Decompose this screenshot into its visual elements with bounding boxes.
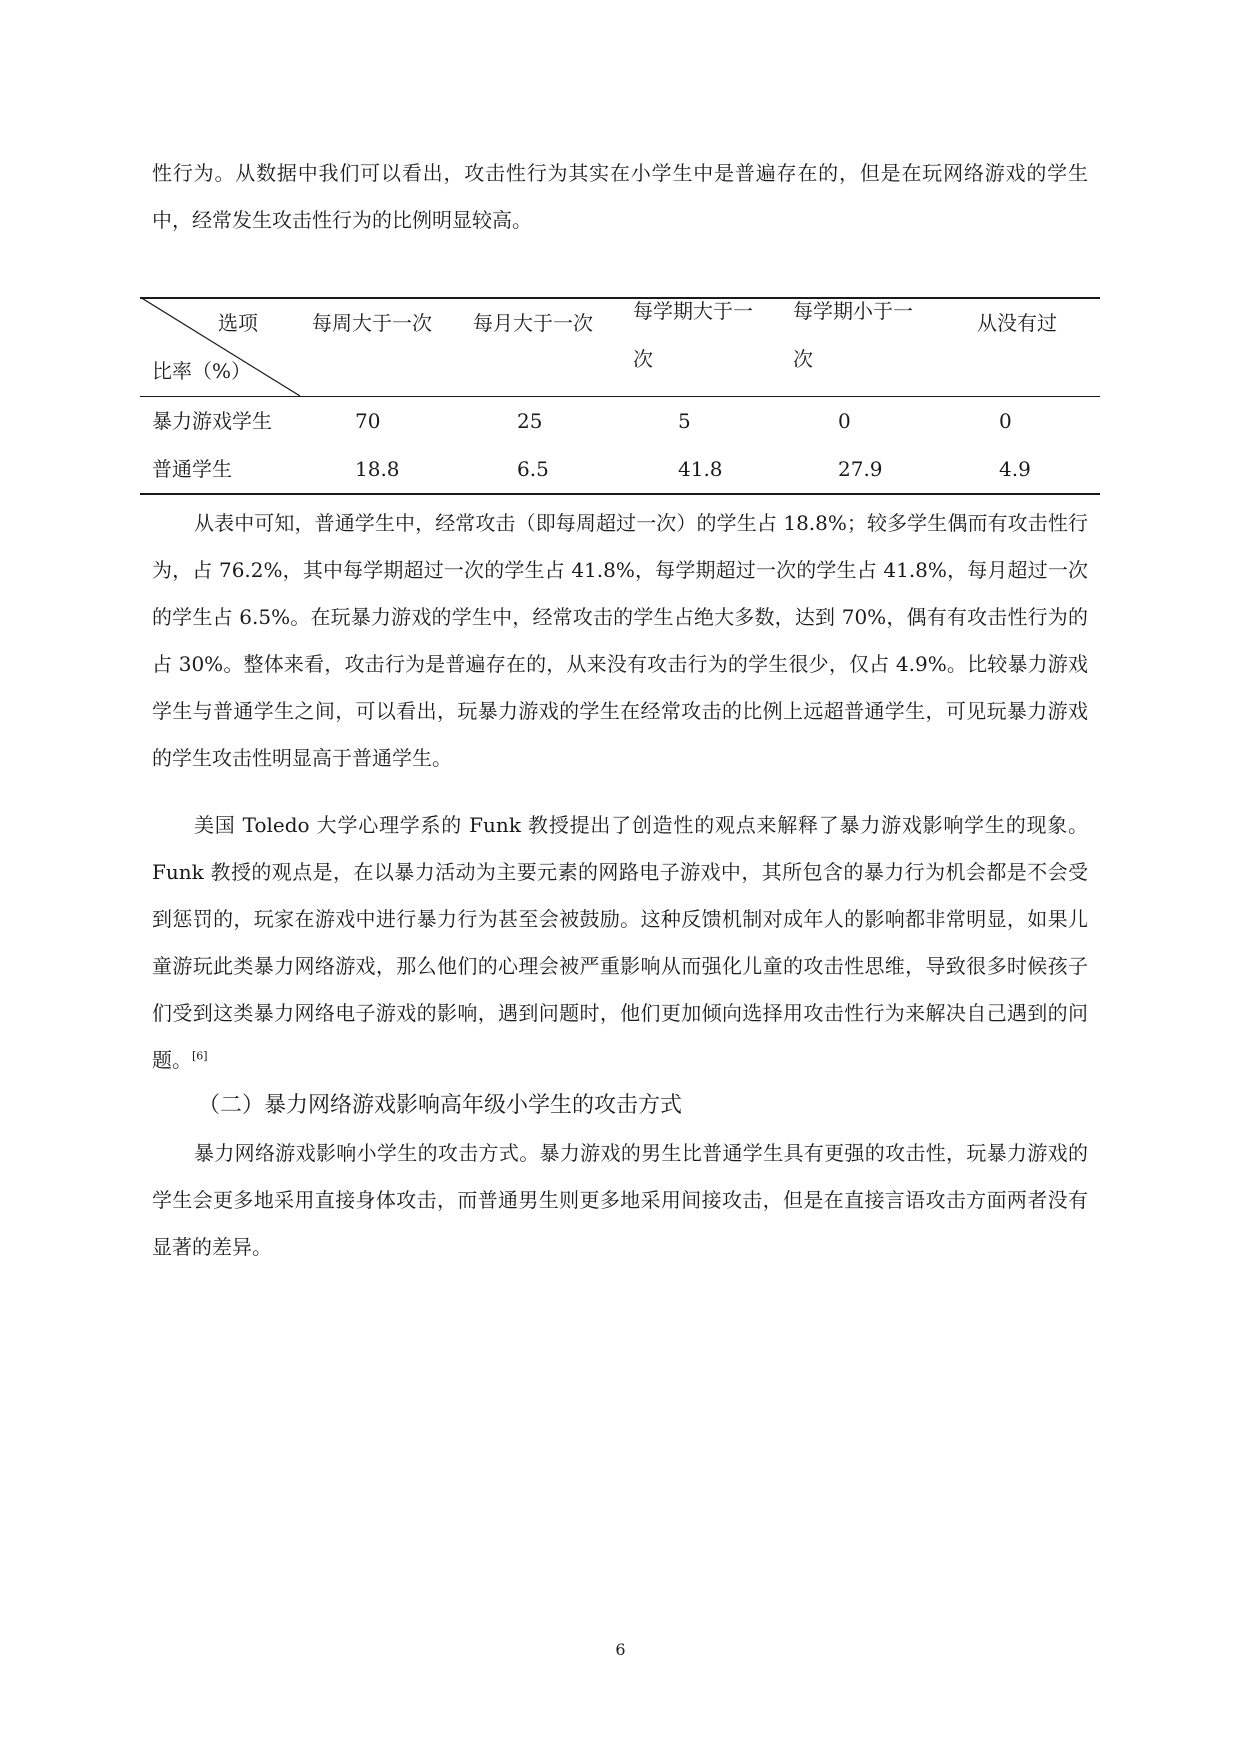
row-label-violent-game-students: 暴力游戏学生: [152, 409, 272, 433]
table-cell: 27.9: [838, 457, 883, 481]
table-cell: 0: [999, 409, 1012, 433]
row-label-normal-students: 普通学生: [152, 457, 232, 481]
corner-label-options: 选项: [218, 311, 258, 335]
column-header-3: 每学期大于一次: [633, 299, 753, 371]
table-cell: 25: [517, 409, 543, 433]
page-number: 6: [615, 1640, 626, 1659]
column-header-1: 每周大于一次: [312, 311, 432, 335]
table-cell: 4.9: [999, 457, 1031, 481]
table-cell: 6.5: [517, 457, 549, 481]
table-cell: 41.8: [678, 457, 723, 481]
table-cell: 0: [838, 409, 851, 433]
column-header-4: 每学期小于一次: [793, 299, 913, 371]
column-header-5: 从没有过: [977, 311, 1057, 335]
paragraph-intro: 性行为。从数据中我们可以看出，攻击性行为其实在小学生中是普遍存在的，但是在玩网络游戏的学生中，经常发生攻击性行为的比例明显较高。: [152, 161, 1088, 232]
column-header-2: 每月大于一次: [473, 311, 593, 335]
table-bottom-rule: [140, 493, 1100, 495]
table-cell: 18.8: [355, 457, 400, 481]
paragraph-table-analysis: 从表中可知，普通学生中，经常攻击（即每周超过一次）的学生占 18.8%；较多学生偶而有攻击性行为，占 76.2%，其中每学期超过一次的学生占 41.8%，每学期超过一次的学生占 41.8%，每月超过一次的学生占 6.5%。在玩暴力游戏的学生中，经常攻击的学生占绝大多数，达到 70%，偶有有攻击性行为的占 30%。整体来看，攻击行为是普遍存在的，从来没有攻击行为的学生很少，仅占 4.9%。比较暴力游戏学生与普通学生之间，可以看出，玩暴力游戏的学生在经常攻击的比例上远超普通学生，可见玩暴力游戏的学生攻击性明显高于普通学生。: [152, 511, 1088, 770]
table-cell: 5: [678, 409, 691, 433]
corner-label-rate: 比率（%）: [152, 359, 252, 383]
paragraph-attack-style: 暴力网络游戏影响小学生的攻击方式。暴力游戏的男生比普通学生具有更强的攻击性，玩暴力游戏的学生会更多地采用直接身体攻击，而普通男生则更多地采用间接攻击，但是在直接言语攻击方面两者没有显著的差异。: [152, 1141, 1088, 1259]
section-heading: （二）暴力网络游戏影响高年级小学生的攻击方式: [198, 1093, 683, 1118]
data-table: [140, 297, 1100, 495]
citation-reference: [6]: [192, 1049, 208, 1063]
table-cell: 70: [355, 409, 381, 433]
paragraph-funk-text: 美国 Toledo 大学心理学系的 Funk 教授提出了创造性的观点来解释了暴力游戏影响学生的现象。Funk 教授的观点是，在以暴力活动为主要元素的网路电子游戏中，其所包含的暴力行为机会都是不会受到惩罚的，玩家在游戏中进行暴力行为甚至会被鼓励。这种反馈机制对成年人的影响都非常明显，如果儿童游玩此类暴力网络游戏，那么他们的心理会被严重影响从而强化儿童的攻击性思维，导致很多时候孩子们受到这类暴力网络电子游戏的影响，遇到问题时，他们更加倾向选择用攻击性行为来解决自己遇到的问题。: [152, 813, 1088, 1072]
paragraph-funk-theory: [152, 802, 1088, 1084]
